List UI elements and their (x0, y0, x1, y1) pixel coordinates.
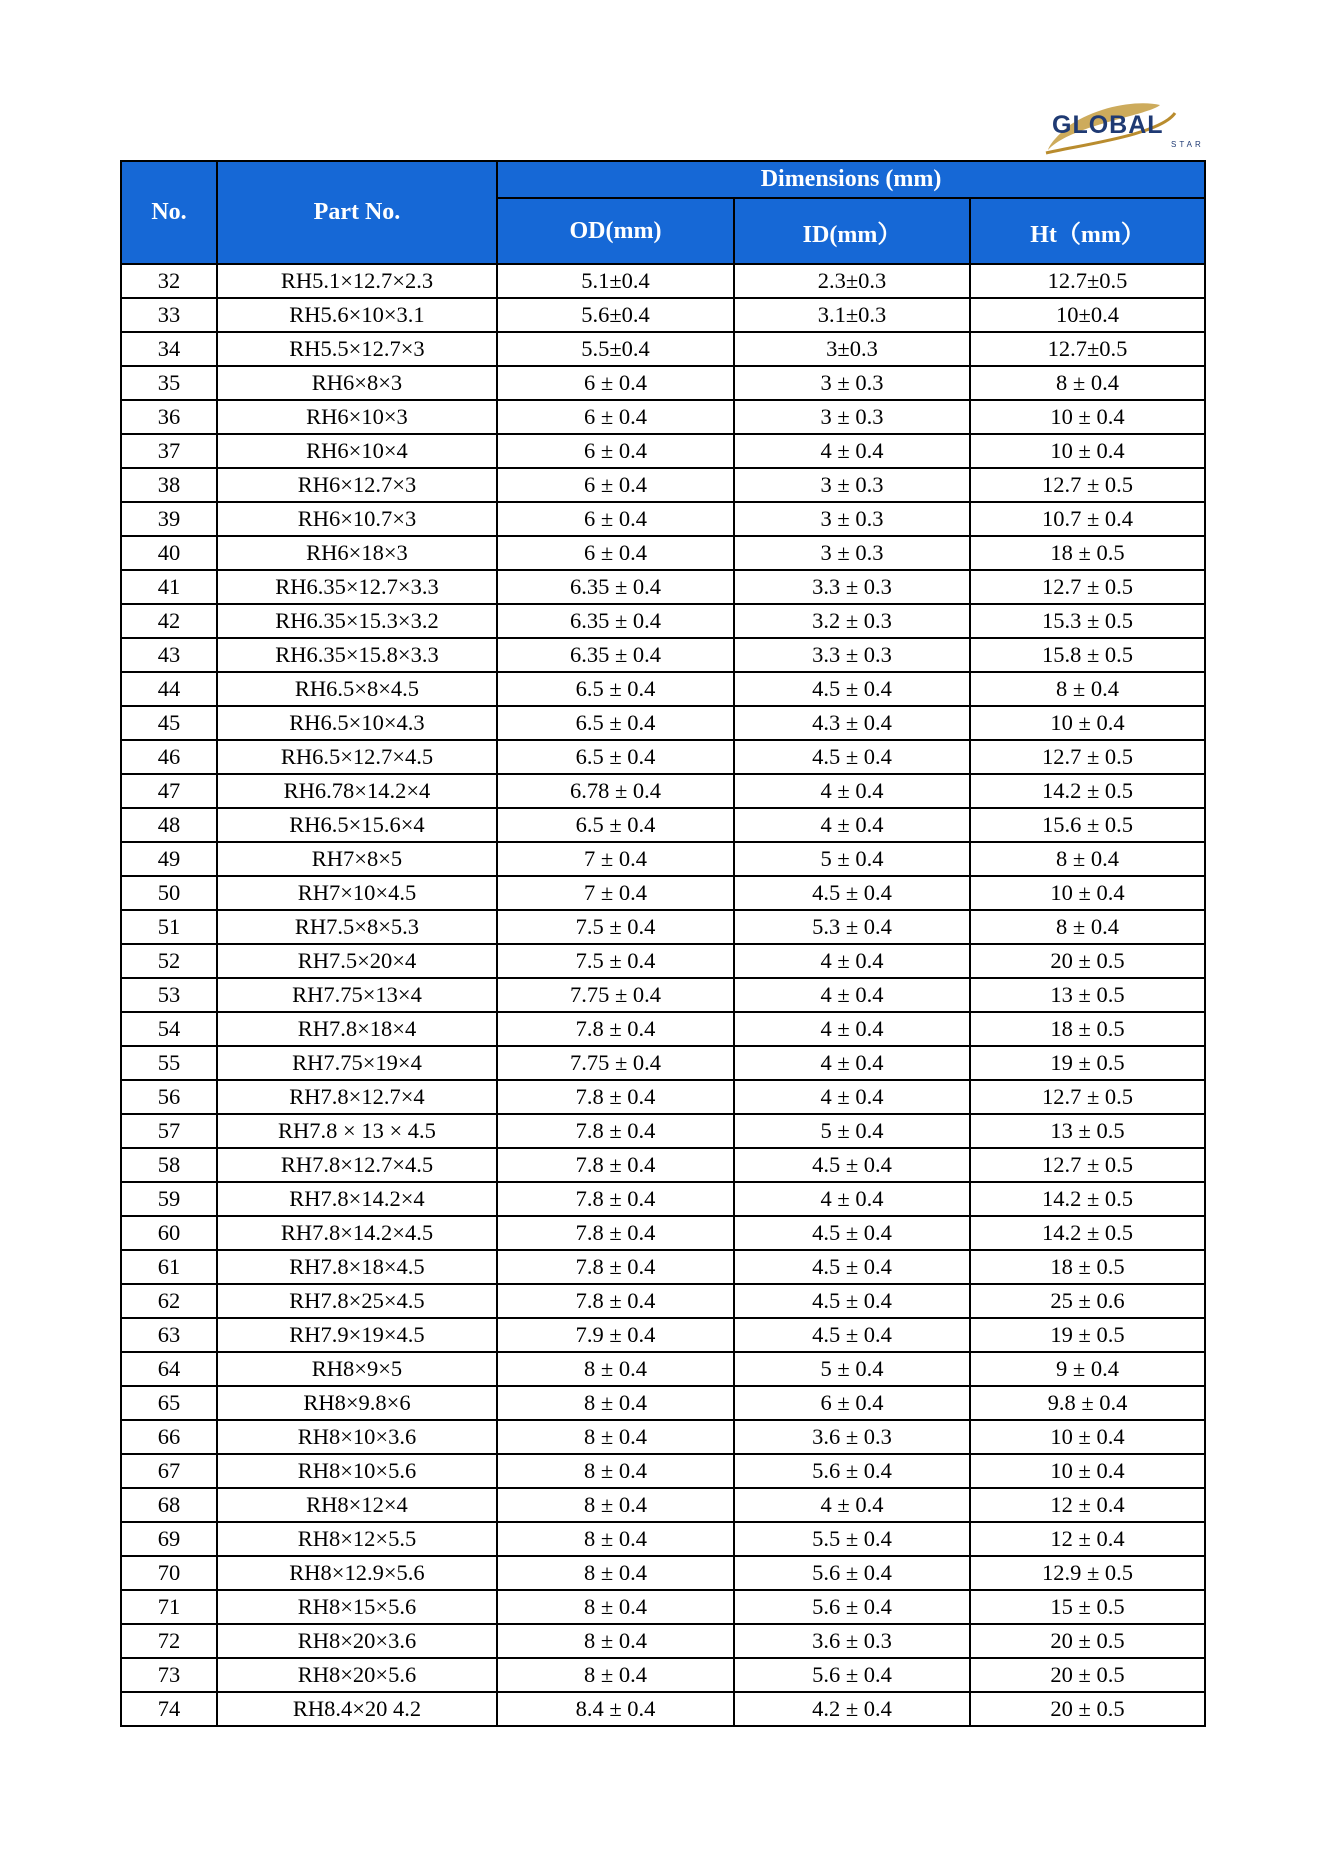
table-row (121, 468, 1205, 502)
cell-no: 72 (121, 1624, 217, 1658)
cell-no: 41 (121, 570, 217, 604)
cell-no: 53 (121, 978, 217, 1012)
cell-id: 5.6 ± 0.4 (734, 1454, 970, 1488)
cell-part-no: RH6×10.7×3 (217, 502, 497, 536)
cell-ht: 12.7 ± 0.5 (970, 468, 1205, 502)
cell-od: 8 ± 0.4 (497, 1556, 734, 1590)
cell-id: 4.5 ± 0.4 (734, 1250, 970, 1284)
cell-no: 45 (121, 706, 217, 740)
cell-od: 7.75 ± 0.4 (497, 978, 734, 1012)
cell-id: 5.6 ± 0.4 (734, 1556, 970, 1590)
table-row (121, 1318, 1205, 1352)
cell-id: 4.5 ± 0.4 (734, 672, 970, 706)
cell-id: 3.2 ± 0.3 (734, 604, 970, 638)
cell-part-no: RH6×12.7×3 (217, 468, 497, 502)
cell-no: 38 (121, 468, 217, 502)
table-row (121, 1420, 1205, 1454)
cell-id: 4 ± 0.4 (734, 434, 970, 468)
cell-no: 64 (121, 1352, 217, 1386)
cell-ht: 10 ± 0.4 (970, 400, 1205, 434)
cell-no: 32 (121, 264, 217, 298)
header-no: No. (121, 161, 217, 264)
cell-no: 39 (121, 502, 217, 536)
cell-od: 7.5 ± 0.4 (497, 910, 734, 944)
cell-od: 7.8 ± 0.4 (497, 1284, 734, 1318)
cell-part-no: RH5.6×10×3.1 (217, 298, 497, 332)
table-row (121, 1590, 1205, 1624)
cell-ht: 18 ± 0.5 (970, 1250, 1205, 1284)
cell-id: 3 ± 0.3 (734, 468, 970, 502)
cell-ht: 8 ± 0.4 (970, 842, 1205, 876)
cell-id: 3.3 ± 0.3 (734, 638, 970, 672)
cell-no: 69 (121, 1522, 217, 1556)
table-row (121, 740, 1205, 774)
cell-id: 3 ± 0.3 (734, 536, 970, 570)
cell-no: 55 (121, 1046, 217, 1080)
cell-id: 5 ± 0.4 (734, 842, 970, 876)
cell-part-no: RH7.5×8×5.3 (217, 910, 497, 944)
cell-id: 5.5 ± 0.4 (734, 1522, 970, 1556)
cell-od: 6.5 ± 0.4 (497, 672, 734, 706)
cell-part-no: RH8×12.9×5.6 (217, 1556, 497, 1590)
cell-od: 7.75 ± 0.4 (497, 1046, 734, 1080)
cell-od: 8 ± 0.4 (497, 1488, 734, 1522)
cell-od: 7 ± 0.4 (497, 876, 734, 910)
cell-ht: 20 ± 0.5 (970, 1692, 1205, 1726)
table-row (121, 1386, 1205, 1420)
cell-id: 5 ± 0.4 (734, 1114, 970, 1148)
table-row (121, 1012, 1205, 1046)
cell-od: 7.8 ± 0.4 (497, 1114, 734, 1148)
cell-id: 3 ± 0.3 (734, 502, 970, 536)
cell-no: 54 (121, 1012, 217, 1046)
cell-od: 8.4 ± 0.4 (497, 1692, 734, 1726)
cell-id: 4.5 ± 0.4 (734, 1284, 970, 1318)
cell-od: 6 ± 0.4 (497, 502, 734, 536)
cell-od: 6 ± 0.4 (497, 400, 734, 434)
cell-id: 3 ± 0.3 (734, 366, 970, 400)
cell-no: 59 (121, 1182, 217, 1216)
cell-ht: 12.9 ± 0.5 (970, 1556, 1205, 1590)
cell-od: 7.8 ± 0.4 (497, 1216, 734, 1250)
cell-no: 37 (121, 434, 217, 468)
table-row (121, 638, 1205, 672)
cell-ht: 10 ± 0.4 (970, 876, 1205, 910)
cell-part-no: RH8×9.8×6 (217, 1386, 497, 1420)
table-row (121, 672, 1205, 706)
cell-no: 74 (121, 1692, 217, 1726)
cell-ht: 15.3 ± 0.5 (970, 604, 1205, 638)
header-dimensions: Dimensions (mm) (497, 161, 1205, 198)
cell-ht: 10 ± 0.4 (970, 1454, 1205, 1488)
cell-ht: 12.7 ± 0.5 (970, 1080, 1205, 1114)
cell-id: 4.5 ± 0.4 (734, 1318, 970, 1352)
logo-subtitle: STAR (1171, 140, 1204, 149)
cell-od: 7.8 ± 0.4 (497, 1182, 734, 1216)
table-row (121, 604, 1205, 638)
cell-ht: 20 ± 0.5 (970, 1658, 1205, 1692)
cell-od: 8 ± 0.4 (497, 1624, 734, 1658)
cell-part-no: RH6×8×3 (217, 366, 497, 400)
table-row (121, 1454, 1205, 1488)
cell-no: 47 (121, 774, 217, 808)
cell-id: 3.3 ± 0.3 (734, 570, 970, 604)
cell-part-no: RH5.5×12.7×3 (217, 332, 497, 366)
cell-ht: 9 ± 0.4 (970, 1352, 1205, 1386)
cell-part-no: RH7×10×4.5 (217, 876, 497, 910)
table-row (121, 1352, 1205, 1386)
cell-id: 6 ± 0.4 (734, 1386, 970, 1420)
cell-ht: 14.2 ± 0.5 (970, 1182, 1205, 1216)
cell-id: 4 ± 0.4 (734, 774, 970, 808)
cell-no: 58 (121, 1148, 217, 1182)
cell-part-no: RH7.8×14.2×4.5 (217, 1216, 497, 1250)
cell-od: 8 ± 0.4 (497, 1386, 734, 1420)
table-body (121, 264, 1205, 1726)
cell-ht: 8 ± 0.4 (970, 910, 1205, 944)
cell-ht: 15.8 ± 0.5 (970, 638, 1205, 672)
cell-part-no: RH6×10×4 (217, 434, 497, 468)
cell-od: 7.8 ± 0.4 (497, 1250, 734, 1284)
cell-id: 5.6 ± 0.4 (734, 1590, 970, 1624)
table-row (121, 1284, 1205, 1318)
cell-ht: 8 ± 0.4 (970, 672, 1205, 706)
cell-od: 8 ± 0.4 (497, 1454, 734, 1488)
cell-od: 6.35 ± 0.4 (497, 638, 734, 672)
cell-no: 49 (121, 842, 217, 876)
cell-od: 5.5±0.4 (497, 332, 734, 366)
cell-ht: 12.7 ± 0.5 (970, 740, 1205, 774)
cell-ht: 14.2 ± 0.5 (970, 1216, 1205, 1250)
cell-no: 71 (121, 1590, 217, 1624)
cell-part-no: RH7.5×20×4 (217, 944, 497, 978)
cell-id: 4 ± 0.4 (734, 1182, 970, 1216)
cell-od: 8 ± 0.4 (497, 1590, 734, 1624)
cell-no: 48 (121, 808, 217, 842)
cell-part-no: RH7.75×13×4 (217, 978, 497, 1012)
cell-id: 4.5 ± 0.4 (734, 740, 970, 774)
cell-no: 61 (121, 1250, 217, 1284)
cell-part-no: RH8×10×3.6 (217, 1420, 497, 1454)
cell-no: 40 (121, 536, 217, 570)
cell-id: 4 ± 0.4 (734, 978, 970, 1012)
cell-part-no: RH7.75×19×4 (217, 1046, 497, 1080)
cell-no: 46 (121, 740, 217, 774)
cell-part-no: RH7.8×14.2×4 (217, 1182, 497, 1216)
cell-ht: 18 ± 0.5 (970, 536, 1205, 570)
cell-ht: 8 ± 0.4 (970, 366, 1205, 400)
cell-part-no: RH7.8×12.7×4.5 (217, 1148, 497, 1182)
header-ht: Ht（mm） (970, 198, 1205, 264)
table-row (121, 366, 1205, 400)
cell-id: 4.2 ± 0.4 (734, 1692, 970, 1726)
cell-id: 4.5 ± 0.4 (734, 876, 970, 910)
cell-ht: 12 ± 0.4 (970, 1488, 1205, 1522)
cell-od: 6.5 ± 0.4 (497, 706, 734, 740)
cell-no: 70 (121, 1556, 217, 1590)
cell-part-no: RH6.35×12.7×3.3 (217, 570, 497, 604)
cell-id: 5.6 ± 0.4 (734, 1658, 970, 1692)
cell-id: 4 ± 0.4 (734, 808, 970, 842)
table-row (121, 774, 1205, 808)
dimensions-table (120, 160, 1206, 1727)
cell-ht: 14.2 ± 0.5 (970, 774, 1205, 808)
table-row (121, 1216, 1205, 1250)
cell-ht: 13 ± 0.5 (970, 1114, 1205, 1148)
table-row (121, 706, 1205, 740)
cell-ht: 12.7 ± 0.5 (970, 1148, 1205, 1182)
cell-od: 5.1±0.4 (497, 264, 734, 298)
table-row (121, 298, 1205, 332)
cell-part-no: RH5.1×12.7×2.3 (217, 264, 497, 298)
cell-part-no: RH6.5×8×4.5 (217, 672, 497, 706)
table-row (121, 332, 1205, 366)
cell-id: 4.3 ± 0.4 (734, 706, 970, 740)
cell-id: 3.1±0.3 (734, 298, 970, 332)
cell-part-no: RH6.35×15.8×3.3 (217, 638, 497, 672)
cell-id: 4 ± 0.4 (734, 1488, 970, 1522)
cell-od: 7.8 ± 0.4 (497, 1080, 734, 1114)
table-row (121, 1692, 1205, 1726)
cell-ht: 13 ± 0.5 (970, 978, 1205, 1012)
cell-no: 67 (121, 1454, 217, 1488)
cell-ht: 19 ± 0.5 (970, 1318, 1205, 1352)
header-od: OD(mm) (497, 198, 734, 264)
cell-ht: 12.7±0.5 (970, 332, 1205, 366)
cell-part-no: RH7.8 × 13 × 4.5 (217, 1114, 497, 1148)
table-row (121, 842, 1205, 876)
cell-od: 8 ± 0.4 (497, 1522, 734, 1556)
cell-part-no: RH8×20×5.6 (217, 1658, 497, 1692)
cell-od: 7.9 ± 0.4 (497, 1318, 734, 1352)
cell-ht: 9.8 ± 0.4 (970, 1386, 1205, 1420)
cell-id: 4 ± 0.4 (734, 1046, 970, 1080)
cell-od: 7.8 ± 0.4 (497, 1148, 734, 1182)
cell-part-no: RH8×15×5.6 (217, 1590, 497, 1624)
cell-od: 7.5 ± 0.4 (497, 944, 734, 978)
cell-id: 2.3±0.3 (734, 264, 970, 298)
cell-no: 62 (121, 1284, 217, 1318)
table-row (121, 1080, 1205, 1114)
cell-no: 52 (121, 944, 217, 978)
cell-ht: 15.6 ± 0.5 (970, 808, 1205, 842)
cell-od: 6 ± 0.4 (497, 536, 734, 570)
cell-part-no: RH7.8×18×4.5 (217, 1250, 497, 1284)
cell-od: 6.78 ± 0.4 (497, 774, 734, 808)
cell-od: 6.35 ± 0.4 (497, 604, 734, 638)
table-row (121, 876, 1205, 910)
cell-no: 44 (121, 672, 217, 706)
table-row (121, 1148, 1205, 1182)
cell-ht: 15 ± 0.5 (970, 1590, 1205, 1624)
cell-od: 7.8 ± 0.4 (497, 1012, 734, 1046)
header-id: ID(mm） (734, 198, 970, 264)
table-row (121, 1114, 1205, 1148)
cell-od: 5.6±0.4 (497, 298, 734, 332)
cell-ht: 12.7±0.5 (970, 264, 1205, 298)
cell-part-no: RH6.5×15.6×4 (217, 808, 497, 842)
cell-od: 6.5 ± 0.4 (497, 808, 734, 842)
table-row (121, 1556, 1205, 1590)
cell-part-no: RH7.9×19×4.5 (217, 1318, 497, 1352)
table-row (121, 400, 1205, 434)
table-row (121, 978, 1205, 1012)
table-row (121, 910, 1205, 944)
cell-no: 50 (121, 876, 217, 910)
table-row (121, 944, 1205, 978)
cell-no: 63 (121, 1318, 217, 1352)
cell-ht: 25 ± 0.6 (970, 1284, 1205, 1318)
cell-no: 68 (121, 1488, 217, 1522)
cell-ht: 20 ± 0.5 (970, 944, 1205, 978)
cell-part-no: RH8×20×3.6 (217, 1624, 497, 1658)
table-row (121, 1182, 1205, 1216)
cell-od: 8 ± 0.4 (497, 1420, 734, 1454)
table-row (121, 1250, 1205, 1284)
cell-id: 3±0.3 (734, 332, 970, 366)
cell-ht: 10 ± 0.4 (970, 1420, 1205, 1454)
cell-no: 33 (121, 298, 217, 332)
cell-part-no: RH6.5×10×4.3 (217, 706, 497, 740)
cell-part-no: RH6.78×14.2×4 (217, 774, 497, 808)
cell-no: 65 (121, 1386, 217, 1420)
cell-part-no: RH7×8×5 (217, 842, 497, 876)
table-row (121, 1046, 1205, 1080)
cell-od: 7 ± 0.4 (497, 842, 734, 876)
cell-id: 5 ± 0.4 (734, 1352, 970, 1386)
cell-part-no: RH8×9×5 (217, 1352, 497, 1386)
cell-no: 51 (121, 910, 217, 944)
cell-part-no: RH8×12×4 (217, 1488, 497, 1522)
cell-od: 8 ± 0.4 (497, 1658, 734, 1692)
table-row (121, 434, 1205, 468)
table-row (121, 1522, 1205, 1556)
cell-no: 43 (121, 638, 217, 672)
table-row (121, 1624, 1205, 1658)
table-row (121, 536, 1205, 570)
cell-id: 4 ± 0.4 (734, 1080, 970, 1114)
cell-no: 36 (121, 400, 217, 434)
cell-od: 6 ± 0.4 (497, 366, 734, 400)
cell-od: 6 ± 0.4 (497, 468, 734, 502)
table-row (121, 808, 1205, 842)
cell-od: 6 ± 0.4 (497, 434, 734, 468)
logo-wordmark: GLOBAL (1052, 111, 1164, 139)
header-part-no: Part No. (217, 161, 497, 264)
cell-od: 8 ± 0.4 (497, 1352, 734, 1386)
table-row (121, 1658, 1205, 1692)
cell-no: 42 (121, 604, 217, 638)
cell-id: 5.3 ± 0.4 (734, 910, 970, 944)
cell-id: 4 ± 0.4 (734, 944, 970, 978)
cell-ht: 12 ± 0.4 (970, 1522, 1205, 1556)
cell-ht: 12.7 ± 0.5 (970, 570, 1205, 604)
cell-ht: 19 ± 0.5 (970, 1046, 1205, 1080)
cell-id: 3 ± 0.3 (734, 400, 970, 434)
cell-part-no: RH6×18×3 (217, 536, 497, 570)
table-row (121, 1488, 1205, 1522)
cell-id: 4.5 ± 0.4 (734, 1216, 970, 1250)
cell-no: 57 (121, 1114, 217, 1148)
cell-part-no: RH8.4×20 4.2 (217, 1692, 497, 1726)
cell-part-no: RH7.8×12.7×4 (217, 1080, 497, 1114)
cell-id: 3.6 ± 0.3 (734, 1420, 970, 1454)
table-row (121, 502, 1205, 536)
cell-part-no: RH7.8×18×4 (217, 1012, 497, 1046)
global-star-logo (1040, 95, 1220, 157)
cell-no: 73 (121, 1658, 217, 1692)
cell-id: 4 ± 0.4 (734, 1012, 970, 1046)
cell-part-no: RH8×10×5.6 (217, 1454, 497, 1488)
cell-part-no: RH6×10×3 (217, 400, 497, 434)
cell-ht: 10 ± 0.4 (970, 434, 1205, 468)
table-row (121, 570, 1205, 604)
cell-ht: 18 ± 0.5 (970, 1012, 1205, 1046)
cell-id: 3.6 ± 0.3 (734, 1624, 970, 1658)
cell-ht: 10.7 ± 0.4 (970, 502, 1205, 536)
cell-od: 6.5 ± 0.4 (497, 740, 734, 774)
cell-no: 35 (121, 366, 217, 400)
cell-id: 4.5 ± 0.4 (734, 1148, 970, 1182)
cell-part-no: RH6.5×12.7×4.5 (217, 740, 497, 774)
cell-no: 66 (121, 1420, 217, 1454)
cell-ht: 10 ± 0.4 (970, 706, 1205, 740)
cell-part-no: RH6.35×15.3×3.2 (217, 604, 497, 638)
cell-part-no: RH8×12×5.5 (217, 1522, 497, 1556)
cell-no: 60 (121, 1216, 217, 1250)
cell-no: 34 (121, 332, 217, 366)
table-row (121, 264, 1205, 298)
cell-ht: 10±0.4 (970, 298, 1205, 332)
cell-ht: 20 ± 0.5 (970, 1624, 1205, 1658)
cell-od: 6.35 ± 0.4 (497, 570, 734, 604)
cell-part-no: RH7.8×25×4.5 (217, 1284, 497, 1318)
cell-no: 56 (121, 1080, 217, 1114)
